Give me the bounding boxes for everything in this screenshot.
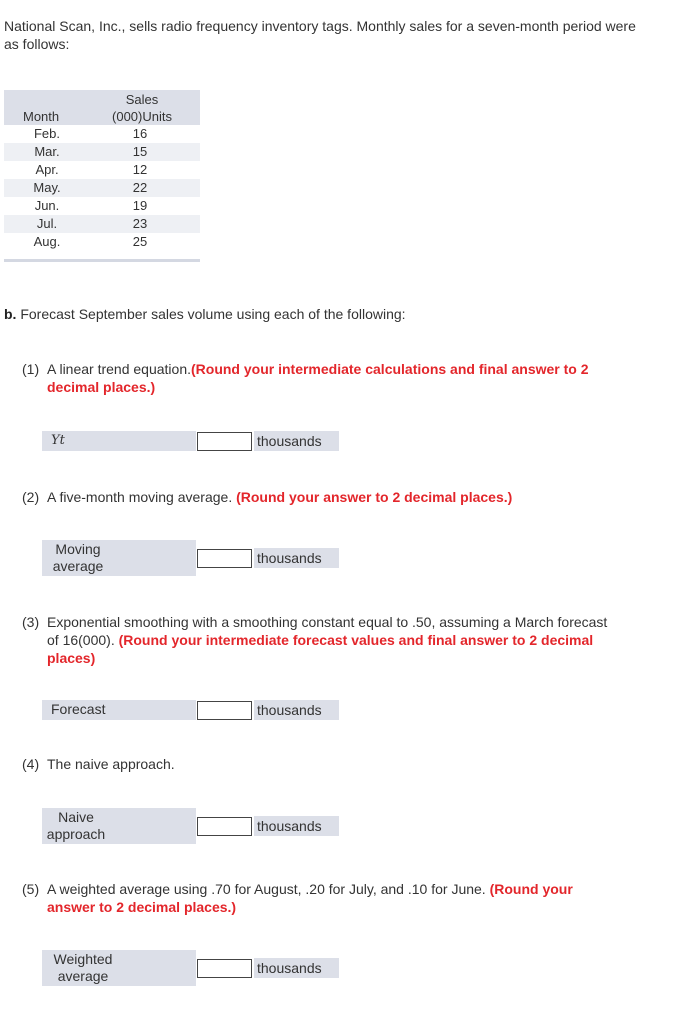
units-label: thousands: [254, 958, 339, 978]
header-month: Month: [23, 109, 60, 124]
cell-month: Mar.: [34, 144, 60, 159]
units-label: thousands: [254, 548, 339, 568]
table-row: [4, 197, 200, 215]
question-text: The naive approach.: [47, 756, 175, 772]
answer-label: Naive approach: [46, 809, 106, 842]
cell-month: Aug.: [33, 234, 61, 249]
question-instruction: (Round your answer to 2 decimal places.): [47, 881, 573, 915]
cell-month: Feb.: [33, 126, 60, 141]
cell-sales: 12: [132, 162, 148, 177]
cell-month: Jun.: [34, 198, 60, 213]
table-row: [4, 125, 200, 143]
part-b-heading: [4, 306, 406, 322]
cell-sales: 22: [132, 180, 148, 195]
answer-label: Weighted average: [53, 951, 113, 984]
units-label: thousands: [254, 816, 339, 836]
cell-sales: 19: [132, 198, 148, 213]
table-row: [4, 215, 200, 233]
question-instruction: (Round your answer to 2 decimal places.): [236, 489, 513, 505]
question-text: [47, 488, 612, 506]
answer-row-weighted: [42, 950, 336, 986]
answer-row-trend: [42, 431, 336, 451]
table-row: [4, 179, 200, 197]
cell-sales: 23: [132, 216, 148, 231]
question-text: [47, 360, 612, 396]
cell-sales: 25: [132, 234, 148, 249]
answer-label: Yt: [51, 433, 65, 448]
question-body: A weighted average using .70 for August, .20 for July, and .10 for June.: [47, 881, 490, 897]
part-b-label: b.: [4, 306, 17, 322]
answer-label-box: [42, 431, 196, 451]
table-row: [4, 161, 200, 179]
weighted-average-input[interactable]: [197, 959, 252, 978]
header-sales: Sales (000)Units: [112, 92, 172, 124]
exponential-forecast-input[interactable]: [197, 701, 252, 720]
cell-sales: 16: [132, 126, 148, 141]
question-body: A five-month moving average.: [47, 489, 237, 505]
answer-label-box: [42, 950, 196, 986]
cell-month: Jul.: [36, 216, 58, 231]
answer-row-naive: [42, 808, 336, 844]
question-number: (4): [22, 756, 40, 772]
question-body: A linear trend equation.: [47, 361, 191, 377]
answer-label-box: [42, 700, 196, 720]
cell-month: May.: [33, 180, 61, 195]
moving-average-input[interactable]: [197, 549, 252, 568]
answer-label-box: [42, 808, 196, 844]
table-row: [4, 233, 200, 251]
question-instruction: (Round your intermediate calculations and final answer to 2 decimal places.): [47, 361, 589, 395]
table-header: [4, 90, 200, 125]
cell-month: Apr.: [35, 162, 59, 177]
table-row: [4, 143, 200, 161]
units-label: thousands: [254, 700, 339, 720]
cell-sales: 15: [132, 144, 148, 159]
table-divider: [4, 259, 200, 262]
question-number: (1): [22, 361, 40, 377]
answer-label-box: [42, 540, 196, 576]
question-number: (2): [22, 489, 40, 505]
question-body: Exponential smoothing with a smoothing constant equal to .50, assuming a March forecast of 16(000).: [47, 614, 608, 648]
question-number: (5): [22, 881, 40, 897]
problem-intro: National Scan, Inc., sells radio frequency inventory tags. Monthly sales for a seven-month period were as follows:: [4, 18, 636, 52]
naive-forecast-input[interactable]: [197, 817, 252, 836]
answer-row-moving-average: [42, 540, 336, 576]
question-instruction: (Round your intermediate forecast values and final answer to 2 decimal places): [47, 632, 594, 666]
answer-label: Moving average: [52, 541, 104, 574]
question-number: (3): [22, 614, 40, 630]
question-text: [47, 613, 612, 667]
units-label: thousands: [254, 431, 339, 451]
answer-row-exponential: [42, 700, 336, 720]
trend-forecast-input[interactable]: [197, 432, 252, 451]
question-text: [47, 880, 612, 916]
answer-label: Forecast: [51, 701, 106, 717]
part-b-text: Forecast September sales volume using each of the following:: [20, 306, 406, 322]
